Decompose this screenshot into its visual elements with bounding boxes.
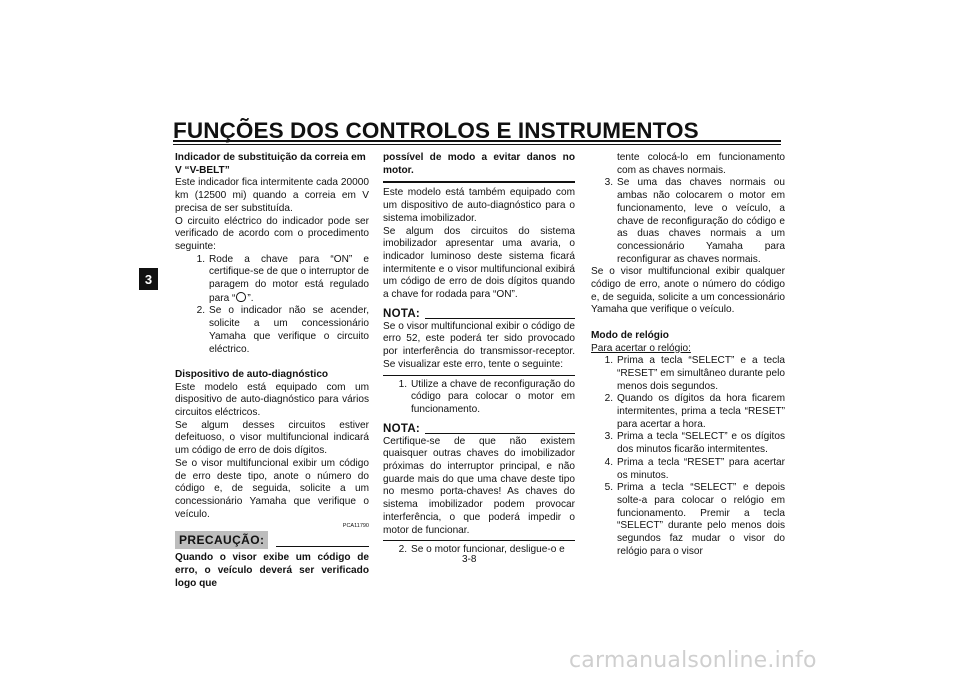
column-3 — [591, 152, 785, 558]
step-text: Se o motor funcionar, desligue-o e — [411, 544, 565, 556]
note-1-text: Se o visor multifuncional exibir o código de erro 52, este poderá ter sido provocado por interferência do transmissor-receptor. Se visualizar este erro, tente o seguinte: — [383, 320, 575, 370]
step-text: Prima a tecla “SELECT” e os dígitos dos minutos ficarão intermitentes. — [617, 431, 785, 456]
step-text: Prima a tecla “SELECT” e depois solte-a para colocar o relógio em funcionamento. Premir a tecla “SELECT” durante pelo menos dois segundos faz mudar o visor do relógio para o visor — [617, 482, 785, 557]
note-2-header — [383, 423, 575, 436]
diagnostic-paragraph-1: Este modelo está equipado com um dispositivo de auto-diagnóstico para vários circuitos eléctricos. — [175, 381, 369, 419]
note-2-end-rule — [383, 540, 575, 541]
note-1-label: NOTA: — [383, 307, 421, 320]
step-number: 2. — [398, 544, 407, 556]
immobilizer-step-2 — [383, 544, 575, 557]
caution-code: PCA11790 — [342, 523, 369, 530]
vbelt-paragraph: Este indicador fica intermitente cada 20000 km (12500 mi) quando a correia em V precisa de ser substituída. — [175, 177, 369, 214]
column-2 — [383, 152, 575, 557]
step-number: 2. — [604, 393, 613, 405]
step-number: 2. — [196, 305, 205, 317]
step-number: 1. — [196, 253, 205, 265]
caution-header — [175, 531, 369, 549]
page-title: FUNÇÕES DOS CONTROLOS E INSTRUMENTOS — [173, 118, 699, 143]
column-1 — [175, 152, 369, 590]
chapter-tab: 3 — [139, 268, 158, 290]
clock-step-1 — [591, 355, 785, 393]
note-rule — [425, 318, 575, 319]
engine-stop-run-icon — [236, 292, 246, 302]
immobilizer-paragraph-3: Se o visor multifuncional exibir qualquer código de erro, anote o número do código e, de seguida, solicite a um concessionário Yamaha que verifique o veículo. — [591, 266, 785, 316]
immobilizer-paragraph-2: Se algum dos circuitos do sistema imobilizador apresentar uma avaria, o indicador luminoso deste sistema ficará intermitente e o visor multifuncional exibirá um código de erro de dois dígitos quando a chave for rodada para “ON”. — [383, 225, 575, 301]
step-number: 3. — [604, 177, 613, 189]
vbelt-step-1 — [175, 254, 369, 306]
caution-end-rule — [383, 181, 575, 183]
step-text: Quando os dígitos da hora ficarem intermitentes, prima a tecla “RESET” para acertar a hora. — [617, 393, 785, 430]
diagnostic-paragraph-3: Se o visor multifuncional exibir um código de erro deste tipo, anote o número do código e, de seguida, solicite a um concessionário Yamaha que verifique o veículo. — [175, 457, 369, 520]
note-1-end-rule — [383, 375, 575, 376]
title-rule-thin — [173, 144, 781, 145]
caution-label: PRECAUÇÃO: — [175, 531, 268, 549]
immobilizer-step-1 — [383, 379, 575, 417]
step-text: Prima a tecla “SELECT” e a tecla “RESET” em simultâneo durante pelo menos dois segundos. — [617, 355, 785, 392]
watermark-link[interactable]: carmanualsonline.info — [569, 648, 817, 673]
caution-rule — [276, 546, 369, 547]
note-2-text: Certifique-se de que não existem quaisquer outras chaves do imobilizador próximas do interruptor principal, e não guarde mais do que uma chave deste tipo no mesmo porta-chaves! As chaves do sistema imobilizador podem provocar interferência, o que poderá impedir o motor de funcionar. — [383, 435, 575, 536]
vbelt-circuit-paragraph: O circuito eléctrico do indicador pode ser verificado de acordo com o procedimento seguinte: — [175, 215, 369, 252]
step-text: Rode a chave para “ON” e certifique-se de que o interruptor de paragem do motor está regulado para “ ”. — [209, 253, 369, 304]
step-text: Utilize a chave de reconfiguração do código para colocar o motor em funcionamento. — [411, 378, 575, 415]
clock-step-3 — [591, 431, 785, 456]
immobilizer-step-3 — [591, 177, 785, 266]
clock-step-5 — [591, 482, 785, 558]
note-2-label: NOTA: — [383, 422, 421, 435]
immobilizer-step-2-continued — [591, 152, 785, 177]
step-number: 1. — [604, 355, 613, 367]
clock-step-4 — [591, 457, 785, 482]
note-1-header — [383, 308, 575, 321]
caution-text-start: Quando o visor exibe um código de erro, o veículo deverá ser verificado logo que — [175, 552, 369, 589]
note-rule — [425, 433, 575, 434]
step-number: 3. — [604, 431, 613, 443]
step-number: 4. — [604, 456, 613, 468]
clock-subheading: Para acertar o relógio: — [591, 342, 691, 354]
title-rule — [173, 140, 781, 142]
diagnostic-heading: Dispositivo de auto-diagnóstico — [175, 368, 329, 380]
vbelt-heading-line2: V “V-BELT” — [175, 164, 230, 176]
step-text: Se o indicador não se acender, solicite a um concessionário Yamaha que verifique o circuito eléctrico. — [209, 305, 369, 355]
caution-text-end: possível de modo a evitar danos no motor. — [383, 152, 575, 176]
vbelt-heading-line1: Indicador de substituição da correia em — [175, 152, 366, 163]
clock-step-2 — [591, 393, 785, 431]
vbelt-step-2 — [175, 305, 369, 356]
immobilizer-paragraph-1: Este modelo está também equipado com um dispositivo de auto-diagnóstico para o sistema imobilizador. — [383, 187, 575, 224]
page-number: 3-8 — [462, 554, 477, 565]
step-number: 5. — [604, 482, 613, 494]
diagnostic-paragraph-2: Se algum desses circuitos estiver defeituoso, o visor multifuncional indicará um código de erro de dois dígitos. — [175, 419, 369, 457]
step-number: 1. — [398, 378, 407, 390]
clock-heading: Modo de relógio — [591, 329, 669, 341]
step-text: Prima a tecla “RESET” para acertar os minutos. — [617, 456, 785, 481]
step-text: Se uma das chaves normais ou ambas não colocarem o motor em funcionamento, leve o veículo, a chave de reconfiguração do código e as duas chaves normais a um concessionário Yamaha para reconfigurar as chaves normais. — [617, 177, 785, 265]
step-text: tente colocá-lo em funcionamento com as chaves normais. — [617, 152, 785, 176]
